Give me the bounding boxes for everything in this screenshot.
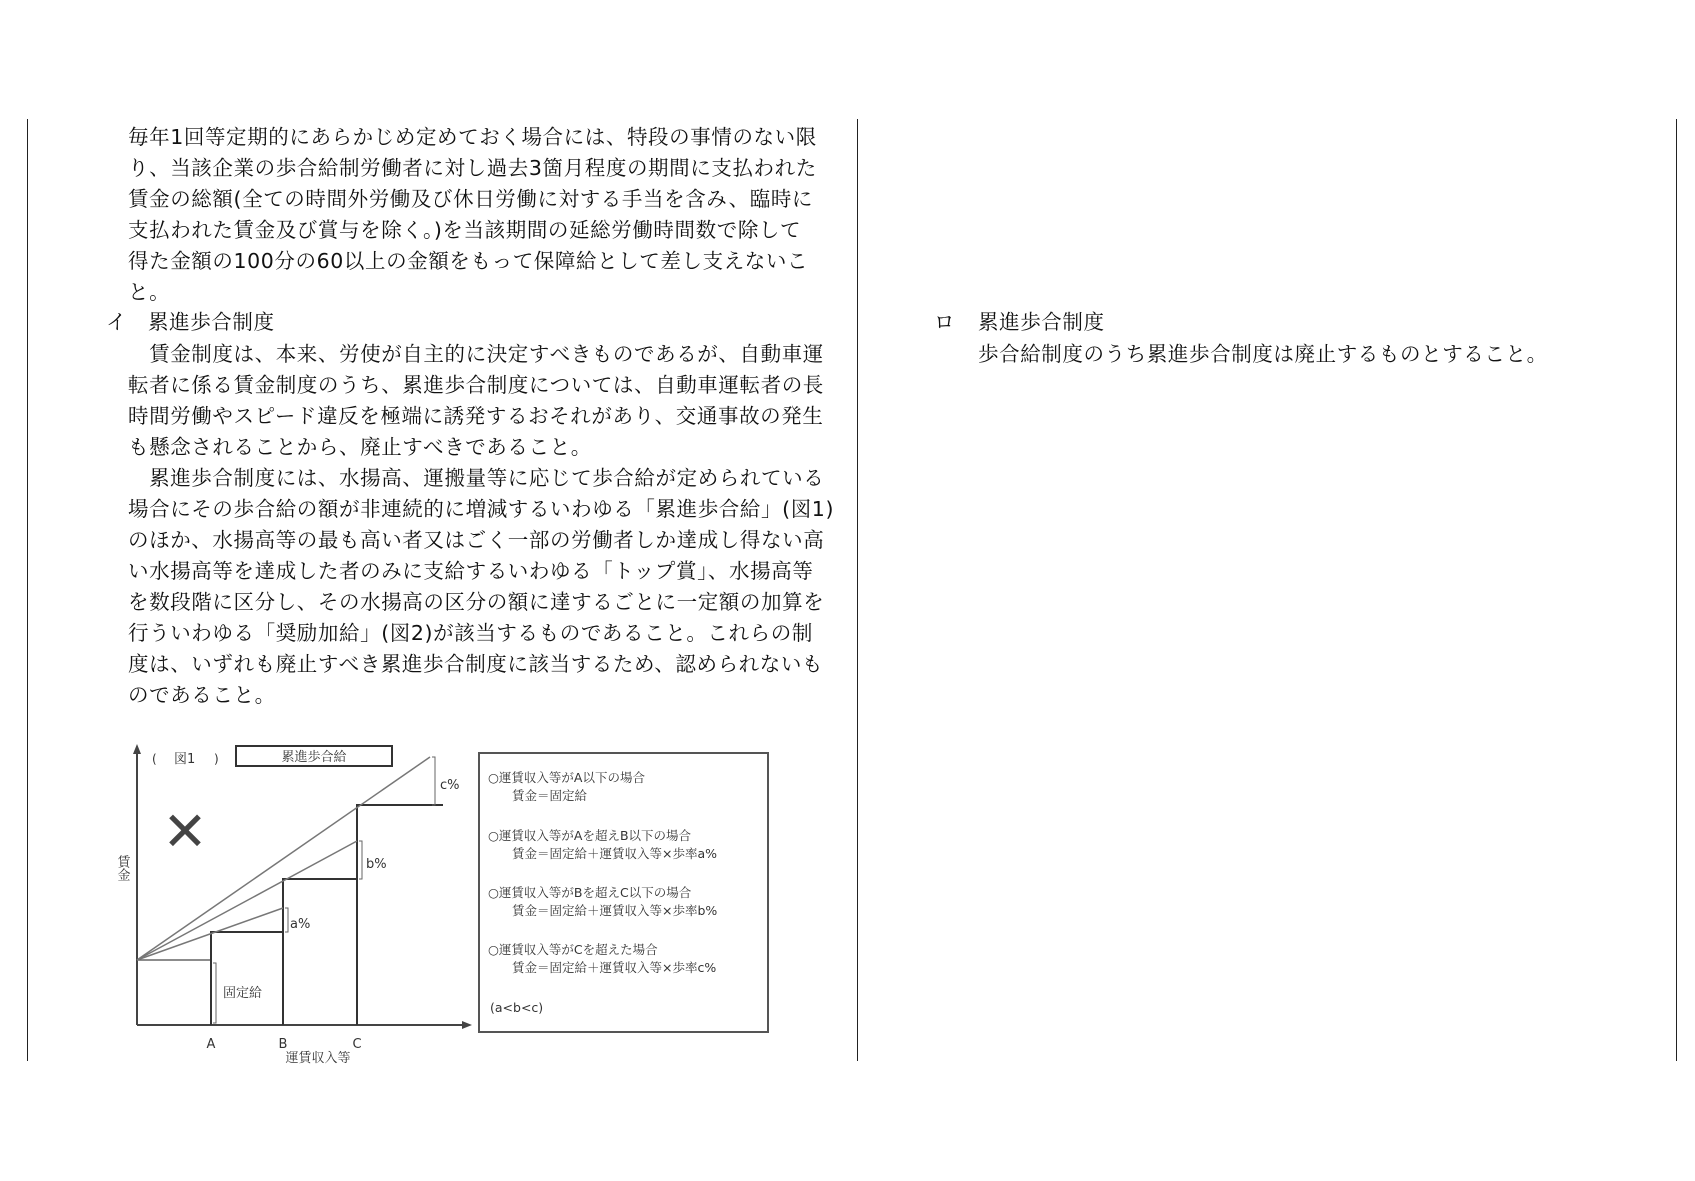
paragraph-line: 得た金額の100分の60以上の金額をもって保障給として差し支えないこ <box>128 249 809 273</box>
figure-bracket-right: ) <box>214 752 219 766</box>
legend-condition: ○運賃収入等がA以下の場合 <box>488 770 645 785</box>
figure-bracket-left: ( <box>152 752 157 766</box>
paragraph-line: も懸念されることから、廃止すべきであること。 <box>128 435 592 459</box>
x-tick-c: C <box>352 1037 362 1052</box>
y-axis-label: 賃金 <box>114 855 130 881</box>
x-tick-b: B <box>278 1037 288 1052</box>
paragraph-line: のであること。 <box>128 683 276 707</box>
column-divider <box>857 119 858 1061</box>
fixed-pay-label: 固定給 <box>223 986 263 1001</box>
x-axis-label: 運賃収入等 <box>285 1051 351 1065</box>
legend-formula: 賃金＝固定給＋運賃収入等×歩率c% <box>512 960 717 975</box>
paragraph-line: 賃金制度は、本来、労使が自主的に決定すべきものであるが、自動車運 <box>128 342 824 366</box>
paragraph-line: 転者に係る賃金制度のうち、累進歩合制度については、自動車運転者の長 <box>128 373 824 397</box>
paragraph-line: い水揚高等を達成した者のみに支給するいわゆる「トップ賞」、水揚高等 <box>128 559 814 583</box>
right-border <box>1676 119 1677 1061</box>
paragraph-line: を数段階に区分し、その水揚高の区分の額に達するごとに一定額の加算を <box>128 590 825 614</box>
x-tick-a: A <box>206 1037 216 1052</box>
legend-formula: 賃金＝固定給 <box>512 788 588 803</box>
section-ro-heading: 累進歩合制度 <box>978 310 1105 334</box>
figure-1-progressive-commission <box>100 730 780 1065</box>
rate-label-b: b% <box>366 857 387 872</box>
left-border <box>27 119 28 1061</box>
paragraph-line: り、当該企業の歩合給制労働者に対し過去3箇月程度の期間に支払われた <box>128 156 817 180</box>
section-i-heading: 累進歩合制度 <box>148 310 275 334</box>
legend-condition: ○運賃収入等がBを超えC以下の場合 <box>488 885 692 900</box>
legend-formula: 賃金＝固定給＋運賃収入等×歩率a% <box>512 846 718 861</box>
paragraph-line: 度は、いずれも廃止すべき累進歩合制度に該当するため、認められないも <box>128 652 824 676</box>
paragraph-line: 賃金の総額(全ての時間外労働及び休日労働に対する手当を含み、臨時に <box>128 187 814 211</box>
section-ro-text: 歩合給制度のうち累進歩合制度は廃止するものとすること。 <box>978 342 1548 366</box>
rate-label-c: c% <box>440 778 460 793</box>
paragraph-line: のほか、水揚高等の最も高い者又はごく一部の労働者しか達成し得ない高 <box>128 528 825 552</box>
section-ro-marker: ロ <box>934 310 956 334</box>
paragraph-line: 場合にその歩合給の額が非連続的に増減するいわゆる「累進歩合給」(図1) <box>128 497 835 521</box>
rate-label-a: a% <box>290 917 311 932</box>
figure-label: 図1 <box>174 752 196 767</box>
paragraph-line: 累進歩合制度には、水揚高、運搬量等に応じて歩合給が定められている <box>128 466 825 490</box>
paragraph-line: 毎年1回等定期的にあらかじめ定めておく場合には、特段の事情のない限 <box>128 125 817 149</box>
legend-condition: ○運賃収入等がAを超えB以下の場合 <box>488 828 692 843</box>
paragraph-line: 時間労働やスピード違反を極端に誘発するおそれがあり、交通事故の発生 <box>128 404 824 428</box>
paragraph-line: と。 <box>128 280 171 304</box>
legend-condition: ○運賃収入等がCを超えた場合 <box>488 942 658 957</box>
legend-formula: 賃金＝固定給＋運賃収入等×歩率b% <box>512 903 718 918</box>
paragraph-line: 行ういわゆる「奨励加給」(図2)が該当するものであること。これらの制 <box>128 621 813 645</box>
prohibited-x-icon: ✕ <box>162 800 208 863</box>
section-i-marker: イ <box>106 310 128 334</box>
figure-title: 累進歩合給 <box>281 750 347 765</box>
paragraph-line: 支払われた賃金及び賞与を除く。)を当該期間の延総労働時間数で除して <box>128 218 802 242</box>
legend-note: (a<b<c) <box>490 1000 544 1015</box>
